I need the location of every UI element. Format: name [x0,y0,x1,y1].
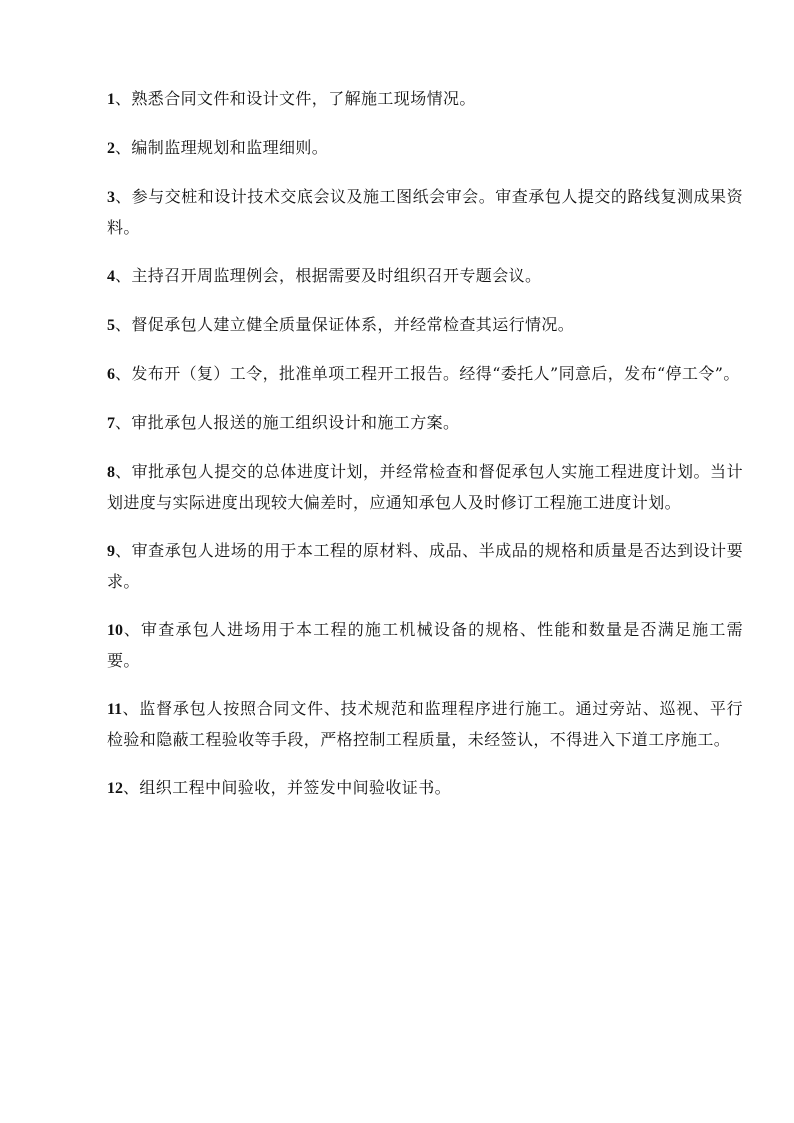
item-separator: 、 [115,138,132,157]
item-text: 审查承包人进场的用于本工程的原材料、成品、半成品的规格和质量是否达到设计要求。 [107,541,743,591]
item-number: 4 [107,268,115,285]
item-number: 3 [107,189,115,206]
item-separator: 、 [115,413,132,432]
item-separator: 、 [115,462,132,481]
item-separator: 、 [115,266,132,285]
duty-list [107,84,743,822]
item-number: 6 [107,366,115,383]
item-separator: 、 [115,187,132,206]
list-item [107,84,743,115]
item-separator: 、 [115,364,132,383]
item-number: 5 [107,317,115,334]
item-number: 12 [107,780,123,797]
item-number: 8 [107,464,115,481]
list-item [107,536,743,597]
item-separator: 、 [122,699,140,718]
item-text: 审批承包人报送的施工组织设计和施工方案。 [131,413,460,432]
item-number: 1 [107,91,115,108]
list-item [107,694,743,755]
list-item [107,133,743,164]
item-text: 审查承包人进场用于本工程的施工机械设备的规格、性能和数量是否满足施工需要。 [107,620,743,670]
item-text: 熟悉合同文件和设计文件，了解施工现场情况。 [131,89,476,108]
item-separator: 、 [115,315,132,334]
item-text: 组织工程中间验收，并签发中间验收证书。 [139,778,452,797]
item-number: 10 [107,622,123,639]
item-separator: 、 [123,620,142,639]
item-separator: 、 [115,541,132,560]
item-text: 参与交桩和设计技术交底会议及施工图纸会审会。审查承包人提交的路线复测成果资料。 [107,187,743,237]
item-text: 督促承包人建立健全质量保证体系，并经常检查其运行情况。 [131,315,575,334]
list-item [107,457,743,518]
list-item [107,615,743,676]
list-item [107,261,743,292]
item-text: 主持召开周监理例会，根据需要及时组织召开专题会议。 [131,266,542,285]
list-item [107,773,743,804]
item-text: 监督承包人按照合同文件、技术规范和监理程序进行施工。通过旁站、巡视、平行检验和隐蔽工程验收等手段，严格控制工程质量，未经签认，不得进入下道工序施工。 [107,699,744,749]
item-number: 2 [107,140,115,157]
list-item [107,359,743,390]
item-number: 11 [107,701,123,718]
item-number: 9 [107,543,115,560]
list-item [107,310,743,341]
item-number: 7 [107,415,115,432]
list-item [107,408,743,439]
item-text: 编制监理规划和监理细则。 [131,138,329,157]
item-separator: 、 [115,89,132,108]
item-separator: 、 [123,778,140,797]
list-item [107,182,743,243]
item-text: 发布开（复）工令，批准单项工程开工报告。经得“委托人”同意后，发布“停工令”。 [131,364,740,383]
item-text: 审批承包人提交的总体进度计划，并经常检查和督促承包人实施工程进度计划。当计划进度与实际进度出现较大偏差时，应通知承包人及时修订工程施工进度计划。 [107,462,743,512]
